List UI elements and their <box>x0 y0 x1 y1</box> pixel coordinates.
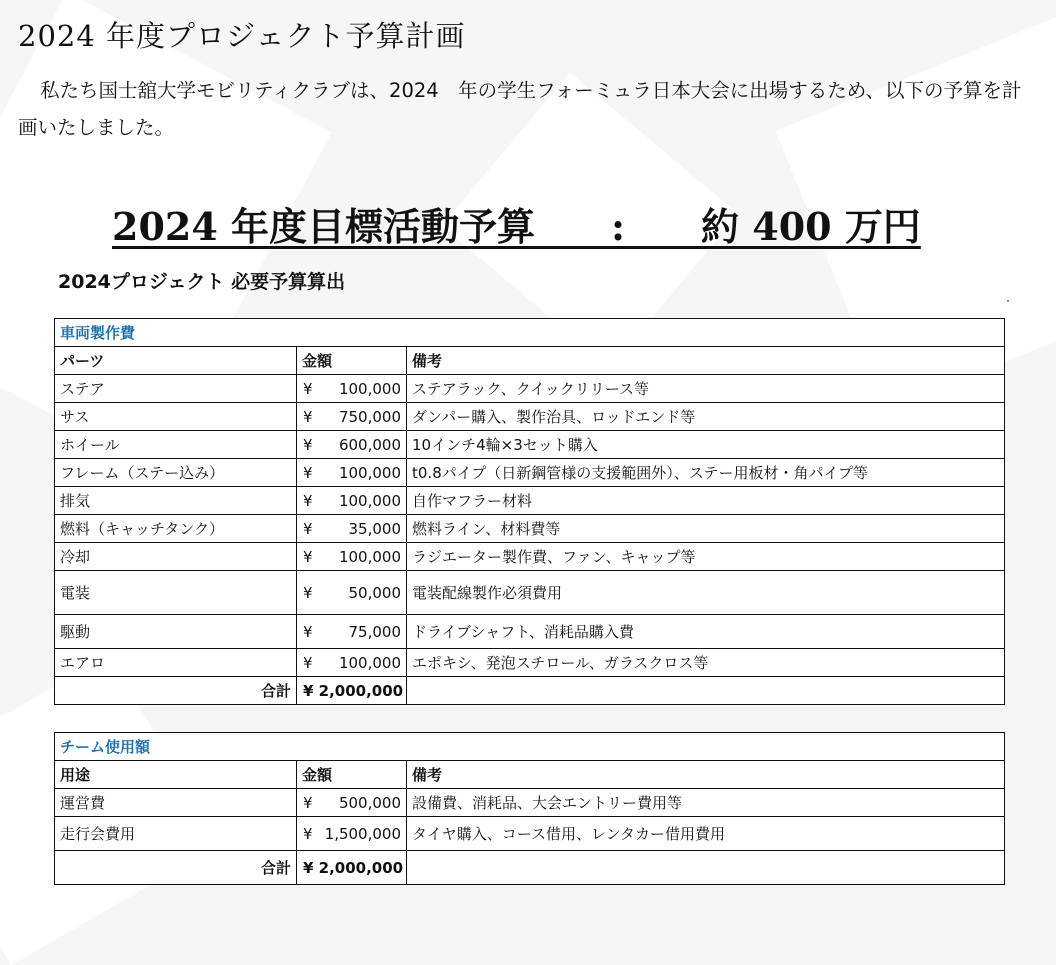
item-cell: ホイール <box>55 431 297 459</box>
table-row <box>55 817 1005 851</box>
total-amount: ¥ 2,000,000 <box>297 851 407 885</box>
intro-paragraph: 私たち国士舘大学モビリティクラブは、2024 年の学生フォーミュラ日本大会に出場するため、以下の予算を計画いたしました。 <box>18 79 1022 139</box>
stray-dot <box>1007 300 1009 302</box>
total-label: 合計 <box>55 677 297 705</box>
item-cell: 運営費 <box>55 789 297 817</box>
note-cell: 設備費、消耗品、大会エントリー費用等 <box>407 789 1005 817</box>
item-cell: ステア <box>55 375 297 403</box>
item-cell: サス <box>55 403 297 431</box>
note-cell: タイヤ購入、コース借用、レンタカー借用費用 <box>407 817 1005 851</box>
vehicle-cost-table <box>54 318 1005 705</box>
yen-symbol: ¥ <box>303 793 313 812</box>
yen-symbol: ¥ <box>303 653 313 672</box>
item-cell: 走行会費用 <box>55 817 297 851</box>
yen-symbol: ¥ <box>303 463 313 482</box>
amount-value: 1,500,000 <box>324 824 401 843</box>
note-cell: 燃料ライン、材料費等 <box>407 515 1005 543</box>
total-amount: ¥ 2,000,000 <box>297 677 407 705</box>
column-header: 備考 <box>407 761 1005 789</box>
team-usage-table <box>54 732 1005 885</box>
table-row <box>55 459 1005 487</box>
amount-cell <box>297 789 407 817</box>
yen-symbol: ¥ <box>303 407 313 426</box>
empty-cell <box>407 851 1005 885</box>
amount-value: 100,000 <box>338 547 401 566</box>
amount-value: 35,000 <box>348 519 401 538</box>
amount-cell <box>297 515 407 543</box>
note-cell: ダンパー購入、製作治具、ロッドエンド等 <box>407 403 1005 431</box>
note-cell: 電装配線製作必須費用 <box>407 571 1005 615</box>
table-caption: 車両製作費 <box>55 319 1005 347</box>
note-cell: ステアラック、クイックリリース等 <box>407 375 1005 403</box>
item-cell: 燃料（キャッチタンク） <box>55 515 297 543</box>
amount-cell <box>297 571 407 615</box>
amount-cell <box>297 487 407 515</box>
column-header: パーツ <box>55 347 297 375</box>
note-cell: 自作マフラー材料 <box>407 487 1005 515</box>
amount-value: 600,000 <box>338 435 401 454</box>
table-row <box>55 375 1005 403</box>
amount-value: 750,000 <box>338 407 401 426</box>
amount-cell <box>297 459 407 487</box>
yen-symbol: ¥ <box>303 379 313 398</box>
table-row <box>55 543 1005 571</box>
amount-cell <box>297 615 407 649</box>
yen-symbol: ¥ <box>303 622 313 641</box>
yen-symbol: ¥ <box>303 824 313 843</box>
page-title: 2024 年度プロジェクト予算計画 <box>18 19 466 53</box>
table-row <box>55 431 1005 459</box>
note-cell: エポキシ、発泡スチロール、ガラスクロス等 <box>407 649 1005 677</box>
amount-cell <box>297 649 407 677</box>
amount-value: 100,000 <box>338 653 401 672</box>
amount-value: 75,000 <box>348 622 401 641</box>
amount-cell <box>297 543 407 571</box>
item-cell: エアロ <box>55 649 297 677</box>
amount-cell <box>297 375 407 403</box>
yen-symbol: ¥ <box>303 583 313 602</box>
table-row <box>55 649 1005 677</box>
table-caption: チーム使用額 <box>55 733 1005 761</box>
table-row <box>55 487 1005 515</box>
table-row <box>55 571 1005 615</box>
amount-cell <box>297 431 407 459</box>
item-cell: 駆動 <box>55 615 297 649</box>
note-cell: ドライブシャフト、消耗品購入費 <box>407 615 1005 649</box>
amount-cell <box>297 403 407 431</box>
item-cell: 電装 <box>55 571 297 615</box>
amount-value: 100,000 <box>338 463 401 482</box>
amount-cell <box>297 817 407 851</box>
item-cell: 冷却 <box>55 543 297 571</box>
amount-value: 500,000 <box>338 793 401 812</box>
amount-value: 100,000 <box>338 379 401 398</box>
section-heading: 2024プロジェクト 必要予算算出 <box>58 271 346 293</box>
note-cell: t0.8パイプ（日新鋼管様の支援範囲外）、ステー用板材・角パイプ等 <box>407 459 1005 487</box>
yen-symbol: ¥ <box>303 519 313 538</box>
target-budget-heading: 2024 年度目標活動予算 : 約 400 万円 <box>112 204 921 249</box>
yen-symbol: ¥ <box>303 435 313 454</box>
yen-symbol: ¥ <box>303 547 313 566</box>
note-cell: ラジエーター製作費、ファン、キャップ等 <box>407 543 1005 571</box>
column-header: 備考 <box>407 347 1005 375</box>
table-row <box>55 403 1005 431</box>
empty-cell <box>407 677 1005 705</box>
column-header: 金額 <box>297 347 407 375</box>
table-row <box>55 789 1005 817</box>
amount-value: 100,000 <box>338 491 401 510</box>
column-header: 用途 <box>55 761 297 789</box>
column-header: 金額 <box>297 761 407 789</box>
table-row <box>55 615 1005 649</box>
yen-symbol: ¥ <box>303 491 313 510</box>
item-cell: フレーム（ステー込み） <box>55 459 297 487</box>
amount-value: 50,000 <box>348 583 401 602</box>
table-row <box>55 515 1005 543</box>
total-label: 合計 <box>55 851 297 885</box>
item-cell: 排気 <box>55 487 297 515</box>
note-cell: 10インチ4輪×3セット購入 <box>407 431 1005 459</box>
